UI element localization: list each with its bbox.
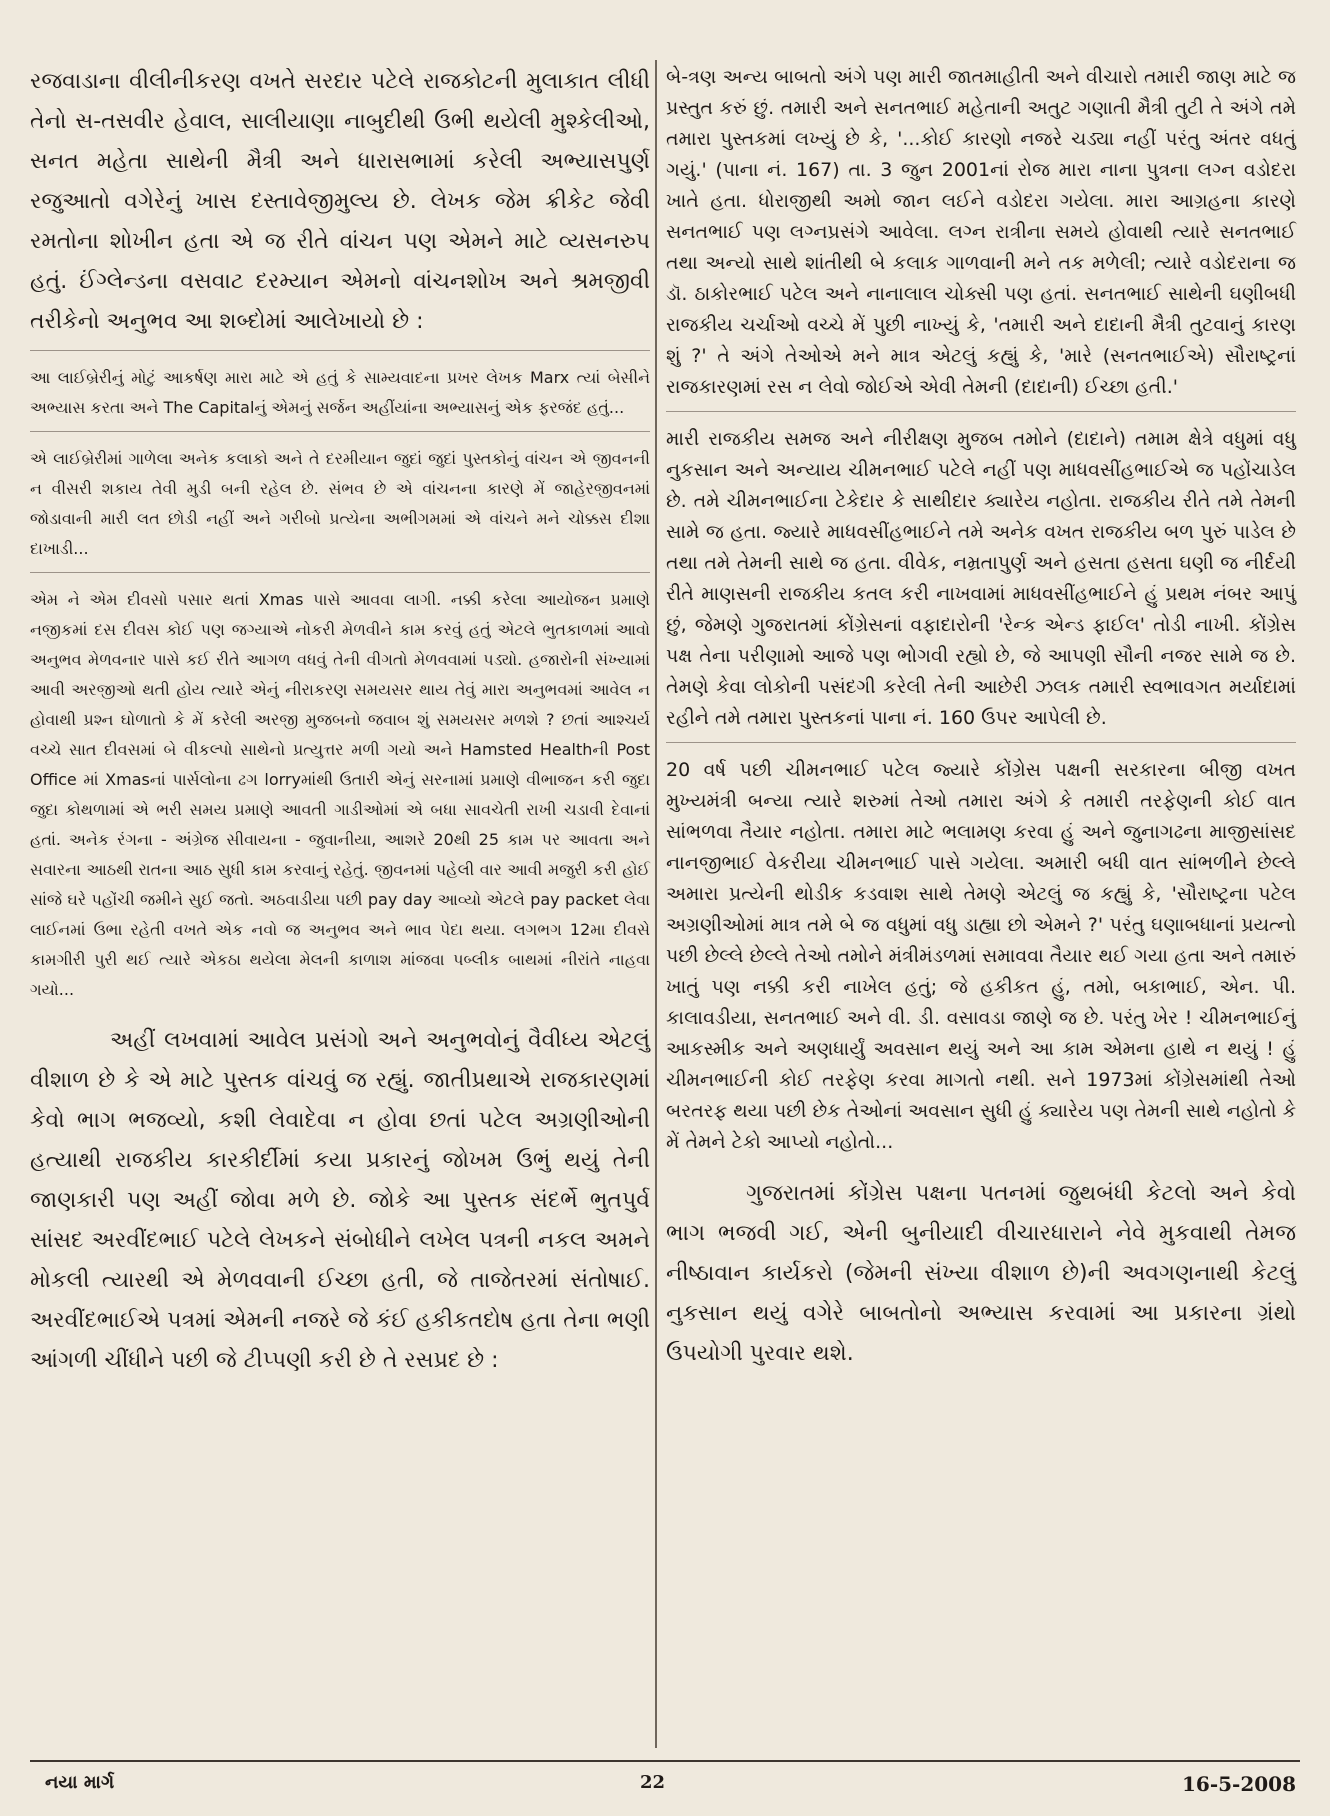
paragraph-separator xyxy=(666,411,1296,412)
right-column xyxy=(666,62,1296,1374)
issue-date: 16-5-2008 xyxy=(1181,1772,1296,1796)
xmas-work-quote: એમ ને એમ દીવસો પસાર થતાં Xmas પાસે આવવા લાગી. નક્કી કરેલા આયોજન પ્રમાણે નજીકમાં દસ દીવસ કોઈ પણ જગ્યાએ નોકરી મેળવીને કામ કરવું હતું એટલે ભુતકાળમાં આવો અનુભવ મેળવનાર પાસે કઈ રીતે આગળ વધવું તેની વીગતો મેળવવામાં પડ્યો. હજારોની સંખ્યામાં આવી અરજીઓ થતી હોય ત્યારે એનું નીરાકરણ સમયસર થાય તેવું મારા અનુભવમાં આવેલ ન હોવાથી પ્રશ્ન ઘોળાતો કે મેં કરેલી અરજી મુજબનો જવાબ શું સમયસર મળશે ? છતાં આશ્ચર્ય વચ્ચે સાત દીવસમાં બે વીકલ્પો સાથેનો પ્રત્યુત્તર મળી ગયો અને Hamsted Healthની Post Office માં Xmasનાં પાર્સલોના ઢગ lorryમાંથી ઉતારી એનું સરનામાં પ્રમાણે વીભાજન કરી જુદા જુદા કોથળામાં એ ભરી સમય પ્રમાણે આવતી ગાડીઓમાં એ બધા સાવચેતી રાખી ચડાવી દેવાનાં હતાં. અનેક રંગના - અંગ્રેજ સીવાયના - જુવાનીયા, આશરે 20થી 25 કામ પર આવતા અને સવારના આઠથી રાતના આઠ સુધી કામ કરવાનું રહેતું. જીવનમાં પહેલી વાર આવી મજુરી કરી હોઈ સાંજે ઘરે પહોંચી જમીને સુઈ જતો. અઠવાડીયા પછી pay day આવ્યો એટલે pay packet લેવા લાઈનમાં ઉભા રહેતી વખતે એક નવો જ અનુભવ અને ભાવ પેદા થયા. લગભગ 12મા દીવસે કામગીરી પુરી થઈ ત્યારે એકઠા થયેલા મેલની કાળાશ માંજવા પબ્લીક બાથમાં નીરાંતે નાહવા ગયો... xyxy=(30,590,650,999)
letter-paragraph-2: મારી રાજકીય સમજ અને નીરીક્ષણ મુજબ તમોને (દાદાને) તમામ ક્ષેત્રે વધુમાં વધુ નુકસાન અને અન્યાય ચીમનભાઈ પટેલે નહીં પણ માધવસીંહભાઈએ જ પહોંચાડેલ છે. તમે ચીમનભાઈના ટેકેદાર કે સાથીદાર ક્યારેય નહોતા. રાજકીય રીતે તમે તેમની સામે જ હતા. જ્યારે માધવસીંહભાઈને તમે અનેક વખત રાજકીય બળ પુરું પાડેલ છે તથા તમે તેમની સાથે જ હતા. વીવેક, નમ્રતાપુર્ણ અને હસતા હસતા ઘણી જ નીર્દયી રીતે માણસની રાજકીય કતલ કરી નાખવામાં માધવસીંહભાઈને હું પ્રથમ નંબર આપું છું, જેમણે ગુજરાતમાં કોંગ્રેસનાં વફાદારોની 'રેન્ક એન્ડ ફાઈલ' તોડી નાખી. કોંગ્રેસ પક્ષ તેના પરીણામો આજે પણ ભોગવી રહ્યો છે, જે આપણી સૌની નજર સામે જ છે. તેમણે કેવા લોકોની પસંદગી કરેલી તેની આછેરી ઝલક તમારી સ્વભાવગત મર્યાદામાં રહીને તમે તમારા પુસ્તકનાં પાના નં. 160 ઉપર આપેલી છે. xyxy=(666,428,1296,729)
library-quote: આ લાઈબ્રેરીનું મોટું આકર્ષણ મારા માટે એ હતું કે સામ્યવાદના પ્રખર લેખક Marx ત્યાં બેસીને અભ્યાસ કરતા અને The Capitalનું એમનું સર્જન અહીંયાંના અભ્યાસનું એક ફરજંદ હતું... xyxy=(30,368,650,417)
quote-separator xyxy=(30,350,650,351)
footer-rule xyxy=(30,1760,1300,1762)
column-divider xyxy=(655,60,657,1748)
letter-paragraph-3: 20 વર્ષ પછી ચીમનભાઈ પટેલ જ્યારે કોંગ્રેસ પક્ષની સરકારના બીજી વખત મુખ્યમંત્રી બન્યા ત્યારે શરુમાં તેઓ તમારા અંગે કે તમારી તરફેણની કોઈ વાત સાંભળવા તૈયાર નહોતા. તમારા માટે ભલામણ કરવા હું અને જુનાગઢના માજીસાંસદ નાનજીભાઈ વેકરીયા ચીમનભાઈ પાસે ગયેલા. અમારી બધી વાત સાંભળીને છેલ્લે અમારા પ્રત્યેની થોડીક કડવાશ સાથે તેમણે એટલું જ કહ્યું કે, 'સૌરાષ્ટ્રના પટેલ અગ્રણીઓમાં માત્ર તમે બે જ વધુમાં વધુ ડાહ્યા છો એમને ?' પરંતુ ઘણાબધાનાં પ્રયત્નો પછી છેલ્લે છેલ્લે તેઓ તમોને મંત્રીમંડળમાં સમાવવા તૈયાર થઈ ગયા હતા અને તમારું ખાતું પણ નક્કી કરી નાખેલ હતું; જે હકીકત હું, તમો, બકાભાઈ, એન. પી. કાલાવડીયા, સનતભાઈ અને વી. ડી. વસાવડા જાણે જ છે. પરંતુ ખેર ! ચીમનભાઈનું આકસ્મીક અને અણધાર્યું અવસાન થયું અને આ કામ એમના હાથે ન થયું ! હું ચીમનભાઈની કોઈ તરફેણ કરવા માગતો નથી. સને 1973માં કોંગ્રેસમાંથી તેઓ બરતરફ થયા પછી છેક તેઓનાં અવસાન સુધી હું ક્યારેય પણ તેમની સાથે નહોતો કે મેં તેમને ટેકો આપ્યો નહોતો... xyxy=(666,759,1296,1153)
letter-paragraph-1: બે-ત્રણ અન્ય બાબતો અંગે પણ મારી જાતમાહીતી અને વીચારો તમારી જાણ માટે જ પ્રસ્તુત કરું છું. તમારી અને સનતભાઈ મહેતાની અતુટ ગણાતી મૈત્રી તુટી તે અંગે તમે તમારા પુસ્તકમાં લખ્યું છે કે, '...કોઈ કારણો નજરે ચડ્યા નહીં પરંતુ અંતર વધતું ગયું.' (પાના નં. 167) તા. 3 જુન 2001નાં રોજ મારા નાના પુત્રના લગ્ન વડોદરા ખાતે હતા. ધોરાજીથી અમો જાન લઈને વડોદરા ગયેલા. મારા આગ્રહના કારણે સનતભાઈ પણ લગ્નપ્રસંગે આવેલા. લગ્ન રાત્રીના સમયે હોવાથી ત્યારે સનતભાઈ તથા અન્યો સાથે શાંતીથી બે કલાક ગાળવાની મને તક મળેલી; ત્યારે વડોદરાના જ ડૉ. ઠાકોરભાઈ પટેલ અને નાનાલાલ ચોક્સી પણ હતાં. સનતભાઈ સાથેની ઘણીબધી રાજકીય ચર્ચાઓ વચ્ચે મેં પુછી નાખ્યું કે, 'તમારી અને દાદાની મૈત્રી તુટવાનું કારણ શું ?' તે અંગે તેઓએ મને માત્ર એટલું કહ્યું કે, 'મારે (સનતભાઈએ) સૌરાષ્ટ્રનાં રાજકારણમાં રસ ન લેવો જોઈએ એવી તેમની (દાદાની) ઈચ્છા હતી.' xyxy=(666,66,1296,398)
page-number: 22 xyxy=(640,1772,666,1793)
spacer xyxy=(30,1005,650,1021)
reading-quote: એ લાઈબ્રેરીમાં ગાળેલા અનેક કલાકો અને તે દરમીયાન જુદાં જુદાં પુસ્તકોનું વાંચન એ જીવનની ન વીસરી શકાય તેવી મુડી બની રહેલ છે. સંભવ છે એ વાંચનના કારણે મેં જાહેરજીવનમાં જોડાવાની મારી લત છોડી નહીં અને ગરીબો પ્રત્યેના અભીગમમાં એ વાંચને મને ચોક્કસ દીશા દાખાડી... xyxy=(30,449,650,558)
spacer xyxy=(666,1158,1296,1174)
book-commentary-paragraph: અહીં લખવામાં આવેલ પ્રસંગો અને અનુભવોનું વૈવીધ્ય એટલું વીશાળ છે કે એ માટે પુસ્તક વાંચવું જ રહ્યું. જાતીપ્રથાએ રાજકારણમાં કેવો ભાગ ભજવ્યો, કશી લેવાદેવા ન હોવા છતાં પટેલ અગ્રણીઓની હત્યાથી રાજકીય કારકીર્દીમાં કયા પ્રકારનું જોખમ ઉભું થયું તેની જાણકારી પણ અહીં જોવા મળે છે. જોકે આ પુસ્તક સંદર્ભે ભુતપુર્વ સાંસદ અરવીંદભાઈ પટેલે લેખકને સંબોધીને લખેલ પત્રની નકલ અમને મોકલી ત્યારથી એ મેળવવાની ઈચ્છા હતી, જે તાજેતરમાં સંતોષાઈ. અરવીંદભાઈએ પત્રમાં એમની નજરે જે કંઈ હકીકતદોષ હતા તેના ભણી આંગળી ચીંધીને પછી જે ટીપ્પણી કરી છે તે રસપ્રદ છે : xyxy=(30,1028,650,1373)
left-column xyxy=(30,62,650,1381)
quote-separator xyxy=(30,431,650,432)
intro-paragraph: રજવાડાના વીલીનીકરણ વખતે સરદાર પટેલે રાજકોટની મુલાકાત લીધી તેનો સ-તસવીર હેવાલ, સાલીયાણા નાબુદીથી ઉભી થયેલી મુશ્કેલીઓ, સનત મહેતા સાથેની મૈત્રી અને ધારાસભામાં કરેલી અભ્યાસપુર્ણ રજુઆતો વગેરેનું ખાસ દસ્તાવેજીમુલ્ય છે. લેખક જેમ ક્રીકેટ જેવી રમતોના શોખીન હતા એ જ રીતે વાંચન પણ એમને માટે વ્યસનરુપ હતું. ઈંગ્લેન્ડના વસવાટ દરમ્યાન એમનો વાંચનશોખ અને શ્રમજીવી તરીકેનો અનુભવ આ શબ્દોમાં આલેખાયો છે : xyxy=(30,69,650,334)
paragraph-separator xyxy=(666,742,1296,743)
closing-paragraph: ગુજરાતમાં કોંગ્રેસ પક્ષના પતનમાં જુથબંધી કેટલો અને કેવો ભાગ ભજવી ગઈ, એની બુનીયાદી વીચારધારાને નેવે મુકવાથી તેમજ નીષ્ઠાવાન કાર્યકરો (જેમની સંખ્યા વીશાળ છે)ની અવગણનાથી કેટલું નુકસાન થયું વગેરે બાબતોનો અભ્યાસ કરવામાં આ પ્રકારના ગ્રંથો ઉપયોગી પુરવાર થશે. xyxy=(666,1181,1296,1366)
quote-separator xyxy=(30,572,650,573)
publication-name: નયા માર્ગ xyxy=(45,1772,115,1793)
